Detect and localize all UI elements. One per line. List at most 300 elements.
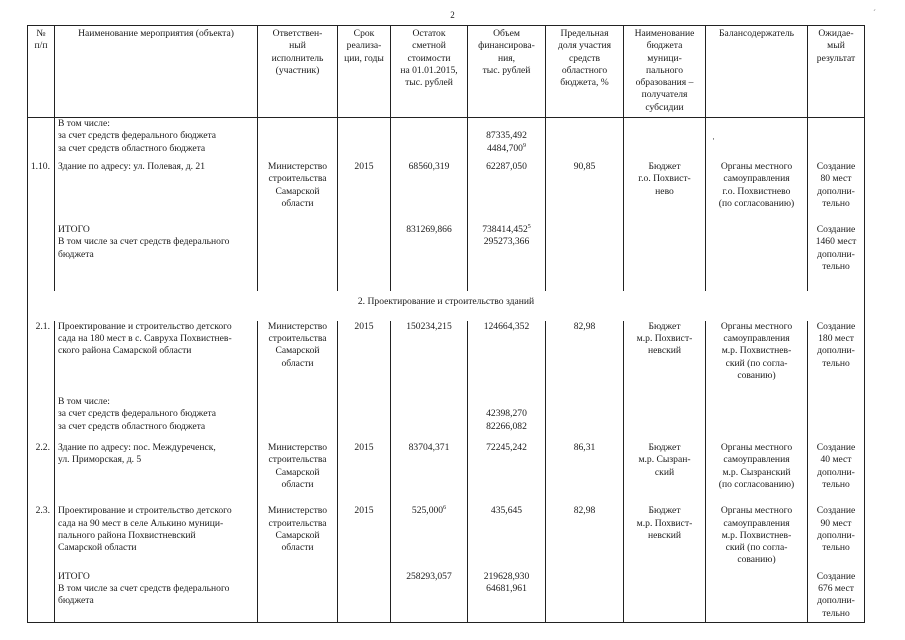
cell-text: м.р. Сызран-: [638, 454, 691, 466]
cell-line: [810, 186, 862, 198]
footnote-mark: 9: [522, 142, 526, 149]
cell-line: [548, 321, 621, 333]
cell-text: 82266,082: [486, 420, 527, 432]
cell-line: [810, 583, 862, 595]
cell-text: 86,31: [573, 442, 596, 454]
cell-line: [58, 583, 255, 595]
cell-line: [470, 408, 543, 420]
cell-line: [626, 571, 703, 583]
page-number: 2: [450, 10, 455, 20]
cell-text: Бюджет: [648, 442, 681, 454]
table-cell: [55, 118, 258, 161]
cell-line: [626, 442, 703, 454]
table-cell: [338, 321, 391, 396]
cell-line: [58, 118, 255, 130]
cell-line: [810, 198, 862, 210]
cell-line: [58, 333, 255, 345]
cell-text: Органы местного: [720, 442, 793, 454]
cell-line: [260, 118, 335, 130]
cell-line: [340, 118, 388, 130]
table-cell: [391, 161, 468, 224]
header-cell: Остаток сметной стоимости на 01.01.2015, тыс. рублей: [391, 26, 468, 118]
table-row: [28, 442, 865, 505]
cell-line: [340, 505, 388, 517]
cell-line: [548, 505, 621, 517]
cell-line: [810, 396, 862, 408]
cell-text: 219628,930: [483, 570, 530, 582]
cell-line: [393, 442, 465, 454]
cell-text: 2015: [354, 320, 374, 332]
cell-line: [58, 249, 255, 261]
cell-text: сада на 180 мест в с. Савруха Похвистнев-: [58, 332, 232, 344]
cell-text: дополни-: [817, 185, 855, 197]
cell-text: Органы местного: [720, 160, 793, 172]
cell-line: [810, 479, 862, 491]
cell-line: [810, 595, 862, 607]
table-cell: [706, 118, 808, 161]
header-row: [28, 26, 865, 118]
cell-text: 295273,366: [483, 236, 530, 248]
cell-line: [30, 161, 50, 173]
cell-line: [393, 396, 465, 408]
cell-line: [30, 321, 50, 333]
cell-line: [260, 571, 335, 583]
cell-line: [548, 571, 621, 583]
cell-line: [810, 358, 862, 370]
table-cell: [624, 118, 706, 161]
cell-line: [810, 161, 862, 173]
table-cell: [338, 161, 391, 224]
cell-text: тельно: [822, 197, 850, 209]
cell-text: м.р. Похвистнев-: [721, 529, 792, 541]
header-cell: Ответствен- ный исполнитель (участник): [258, 26, 338, 118]
cell-line: [626, 454, 703, 466]
cell-text: 435,645: [490, 505, 523, 517]
cell-line: [470, 571, 543, 583]
cell-text: г.о. Похвист-: [638, 173, 691, 185]
table-cell: [808, 396, 865, 442]
cell-text: ский: [654, 466, 675, 478]
table-cell: [706, 161, 808, 224]
cell-text: за счет средств федерального бюджета: [58, 408, 217, 420]
cell-line: [393, 224, 465, 236]
table-cell: [258, 396, 338, 442]
table-cell: [55, 321, 258, 396]
cell-line: [470, 161, 543, 173]
cell-line: [810, 518, 862, 530]
cell-line: [626, 518, 703, 530]
cell-text: Министерство: [267, 442, 328, 454]
table-cell: [468, 505, 546, 570]
cell-text: Бюджет: [648, 505, 681, 517]
cell-text: самоуправления: [723, 332, 790, 344]
cell-line: [626, 118, 703, 130]
cell-line: [548, 442, 621, 454]
cell-line: [58, 542, 255, 554]
cell-line: [626, 396, 703, 408]
cell-line: [58, 408, 255, 420]
cell-line: [58, 236, 255, 248]
cell-text: 42398,270: [486, 408, 527, 420]
cell-text: ул. Приморская, д. 5: [58, 454, 142, 466]
cell-line: [626, 345, 703, 357]
cell-line: [708, 396, 805, 408]
table-cell: [338, 224, 391, 291]
table-cell: [468, 161, 546, 224]
table-cell: [624, 224, 706, 291]
cell-line: [708, 198, 805, 210]
cell-line: [810, 571, 862, 583]
cell-line: [708, 554, 805, 566]
cell-text: области: [281, 357, 314, 369]
cell-line: [58, 530, 255, 542]
cell-line: [708, 571, 805, 583]
cell-text: невский: [647, 529, 682, 541]
table-cell: [624, 442, 706, 505]
table-cell: [55, 442, 258, 505]
section-title: 2. Проектирование и строительство зданий: [28, 291, 865, 320]
cell-text: 83704,371: [408, 442, 450, 454]
stray-mark: ·: [712, 134, 715, 144]
cell-text: тельно: [822, 542, 850, 554]
cell-line: [810, 224, 862, 236]
header-cell: Балансодержатель: [706, 26, 808, 118]
cell-line: [708, 118, 805, 130]
cell-text: м.р. Похвистнев-: [721, 345, 792, 357]
cell-text: Самарской: [275, 345, 320, 357]
cell-line: [470, 143, 543, 155]
cell-line: [470, 505, 543, 517]
cell-line: [260, 358, 335, 370]
cell-line: [58, 454, 255, 466]
cell-line: [708, 479, 805, 491]
cell-text: Создание: [816, 570, 856, 582]
table-cell: [546, 505, 624, 570]
cell-line: [626, 224, 703, 236]
cell-line: [548, 118, 621, 130]
cell-line: [30, 505, 50, 517]
table-cell: [338, 571, 391, 623]
cell-line: [548, 161, 621, 173]
cell-text: 80 мест: [820, 173, 852, 185]
cell-line: [260, 467, 335, 479]
cell-line: [708, 518, 805, 530]
cell-line: [548, 224, 621, 236]
header-cell: Срок реализа- ции, годы: [338, 26, 391, 118]
cell-line: [393, 118, 465, 130]
cell-text: ИТОГО: [58, 570, 90, 582]
table-cell: [546, 571, 624, 623]
table-cell: [808, 161, 865, 224]
cell-line: [708, 358, 805, 370]
cell-text: 2.3.: [35, 505, 50, 517]
cell-line: [30, 118, 50, 130]
table-cell: [28, 118, 55, 161]
table-cell: [338, 505, 391, 570]
cell-line: [470, 236, 543, 248]
cell-line: [708, 467, 805, 479]
cell-text: Создание: [816, 160, 856, 172]
table-cell: [468, 118, 546, 161]
cell-text: Самарской: [275, 185, 320, 197]
table-row: [28, 505, 865, 570]
cell-text: сада на 90 мест в селе Алькино муници-: [58, 517, 224, 529]
cell-text: 676 мест: [818, 582, 854, 594]
table-cell: [391, 571, 468, 623]
cell-line: [58, 505, 255, 517]
table-cell: [468, 396, 546, 442]
table-cell: [706, 396, 808, 442]
cell-text: В том числе за счет средств федерального: [58, 582, 230, 594]
cell-line: [708, 186, 805, 198]
cell-line: [340, 396, 388, 408]
cell-line: [708, 454, 805, 466]
budget-table: [27, 25, 865, 623]
cell-line: [626, 321, 703, 333]
cell-line: [810, 542, 862, 554]
cell-text: 124664,352: [483, 320, 530, 332]
cell-text: 82,98: [573, 505, 596, 517]
table-cell: [28, 396, 55, 442]
cell-line: [260, 518, 335, 530]
cell-text: 2015: [354, 505, 374, 517]
cell-text: Здание по адресу: ул. Полевая, д. 21: [58, 160, 206, 172]
cell-text: тельно: [822, 478, 850, 490]
cell-line: [260, 333, 335, 345]
cell-line: [626, 186, 703, 198]
cell-line: [708, 173, 805, 185]
cell-line: [58, 421, 255, 433]
cell-line: [340, 442, 388, 454]
cell-text: 738414,452: [482, 224, 528, 236]
cell-text: м.р. Сызранский: [722, 466, 791, 478]
cell-text: самоуправления: [723, 454, 790, 466]
cell-text: сованию): [737, 369, 776, 381]
table-cell: [624, 321, 706, 396]
cell-line: [58, 442, 255, 454]
cell-line: [626, 467, 703, 479]
cell-line: [810, 321, 862, 333]
table-cell: [546, 118, 624, 161]
cell-line: [260, 530, 335, 542]
cell-line: [810, 467, 862, 479]
cell-line: [260, 454, 335, 466]
cell-line: [30, 224, 50, 236]
cell-text: области: [281, 478, 314, 490]
cell-line: [810, 173, 862, 185]
cell-text: 90,85: [573, 160, 596, 172]
cell-line: [393, 571, 465, 583]
footnote-mark: 5: [527, 223, 531, 230]
cell-line: [810, 236, 862, 248]
cell-text: 831269,866: [406, 224, 452, 236]
table-cell: [28, 571, 55, 623]
cell-line: [260, 321, 335, 333]
header-cell: Объем финансирова- ния, тыс. рублей: [468, 26, 546, 118]
table-cell: [258, 118, 338, 161]
table-row: [28, 161, 865, 224]
table-cell: [546, 442, 624, 505]
cell-line: [708, 224, 805, 236]
cell-text: 2015: [354, 442, 374, 454]
cell-text: самоуправления: [723, 517, 790, 529]
table-cell: [468, 224, 546, 291]
cell-line: [393, 161, 465, 173]
cell-line: [58, 130, 255, 142]
table-cell: [55, 224, 258, 291]
cell-line: [470, 396, 543, 408]
cell-line: [470, 130, 543, 142]
cell-line: [393, 321, 465, 333]
cell-text: 1460 мест: [815, 236, 857, 248]
table-cell: [28, 224, 55, 291]
cell-line: [260, 442, 335, 454]
cell-line: [810, 505, 862, 517]
table-cell: [391, 442, 468, 505]
table-cell: [28, 505, 55, 570]
table-cell: [706, 571, 808, 623]
cell-text: 1.10.: [30, 160, 50, 172]
cell-line: [626, 161, 703, 173]
table-cell: [468, 442, 546, 505]
cell-text: 258293,057: [406, 570, 452, 582]
cell-text: Самарской: [275, 466, 320, 478]
cell-line: [810, 608, 862, 620]
corner-mark: ´: [873, 8, 876, 18]
cell-text: Министерство: [267, 160, 328, 172]
cell-line: [708, 505, 805, 517]
table-cell: [808, 118, 865, 161]
cell-line: [470, 118, 543, 130]
cell-line: [708, 161, 805, 173]
cell-line: [340, 571, 388, 583]
cell-line: [58, 321, 255, 333]
cell-text: области: [281, 542, 314, 554]
cell-text: 4484,700: [487, 142, 523, 154]
cell-text: дополни-: [817, 466, 855, 478]
cell-text: дополни-: [817, 345, 855, 357]
cell-line: [470, 224, 543, 236]
table-cell: [258, 442, 338, 505]
cell-text: Проектирование и строительство детского: [58, 320, 232, 332]
cell-line: [58, 224, 255, 236]
cell-text: бюджета: [58, 248, 94, 260]
cell-line: [810, 249, 862, 261]
cell-text: за счет средств областного бюджета: [58, 420, 206, 432]
cell-line: [58, 396, 255, 408]
table-cell: [338, 118, 391, 161]
cell-line: [260, 345, 335, 357]
cell-line: [260, 224, 335, 236]
cell-text: В том числе за счет средств федерального: [58, 236, 230, 248]
header-cell: Наименование мероприятия (объекта): [55, 26, 258, 118]
cell-line: [810, 261, 862, 273]
cell-text: м.р. Похвист-: [636, 332, 693, 344]
table-cell: [546, 161, 624, 224]
cell-line: [708, 345, 805, 357]
cell-text: Самарской: [275, 529, 320, 541]
cell-text: Министерство: [267, 505, 328, 517]
cell-text: Органы местного: [720, 320, 793, 332]
cell-text: 150234,215: [406, 320, 452, 332]
table-cell: [338, 442, 391, 505]
header-cell: № п/п: [28, 26, 55, 118]
cell-line: [626, 173, 703, 185]
cell-line: [470, 421, 543, 433]
table-cell: [808, 442, 865, 505]
cell-text: за счет средств областного бюджета: [58, 142, 206, 154]
cell-line: [810, 530, 862, 542]
table-cell: [258, 224, 338, 291]
cell-text: самоуправления: [723, 173, 790, 185]
table-cell: [624, 505, 706, 570]
footnote-mark: 6: [443, 505, 447, 512]
cell-line: [626, 505, 703, 517]
cell-line: [260, 198, 335, 210]
cell-text: Органы местного: [720, 505, 793, 517]
cell-text: ИТОГО: [58, 224, 90, 236]
cell-line: [260, 186, 335, 198]
cell-text: 525,000: [411, 505, 444, 517]
table-row: [28, 224, 865, 291]
table-cell: [391, 321, 468, 396]
cell-text: Бюджет: [648, 320, 681, 332]
header-cell: Наименование бюджета муници- пального образования – получателя субсидии: [624, 26, 706, 118]
cell-line: [30, 571, 50, 583]
section-row: [28, 291, 865, 320]
cell-line: [810, 454, 862, 466]
cell-text: В том числе:: [58, 118, 110, 130]
cell-line: [30, 442, 50, 454]
cell-text: дополни-: [817, 595, 855, 607]
cell-text: тельно: [822, 607, 850, 619]
table-cell: [55, 571, 258, 623]
table-cell: [391, 118, 468, 161]
table-cell: [28, 442, 55, 505]
table-row: [28, 396, 865, 442]
cell-text: строительства: [268, 173, 327, 185]
header-cell: Ожидае- мый результат: [808, 26, 865, 118]
cell-line: [708, 370, 805, 382]
cell-line: [393, 505, 465, 517]
cell-text: нево: [655, 185, 674, 197]
cell-text: 180 мест: [818, 332, 854, 344]
cell-text: тельно: [822, 357, 850, 369]
cell-text: 40 мест: [820, 454, 852, 466]
cell-text: невский: [647, 345, 682, 357]
cell-line: [470, 442, 543, 454]
table-cell: [258, 161, 338, 224]
cell-text: Министерство: [267, 320, 328, 332]
cell-line: [58, 143, 255, 155]
cell-line: [260, 396, 335, 408]
cell-text: 64681,961: [486, 582, 527, 594]
table-row: [28, 118, 865, 161]
table-cell: [624, 396, 706, 442]
cell-text: Здание по адресу: пос. Междуреченск,: [58, 442, 216, 454]
cell-text: дополни-: [817, 529, 855, 541]
cell-line: [548, 396, 621, 408]
cell-line: [708, 321, 805, 333]
table-cell: [624, 571, 706, 623]
table-cell: [808, 224, 865, 291]
cell-text: 90 мест: [820, 517, 852, 529]
cell-text: 2015: [354, 160, 374, 172]
table-cell: [546, 396, 624, 442]
cell-line: [470, 321, 543, 333]
cell-text: ский (по согла-: [725, 357, 788, 369]
cell-text: пального района Похвистневский: [58, 529, 196, 541]
